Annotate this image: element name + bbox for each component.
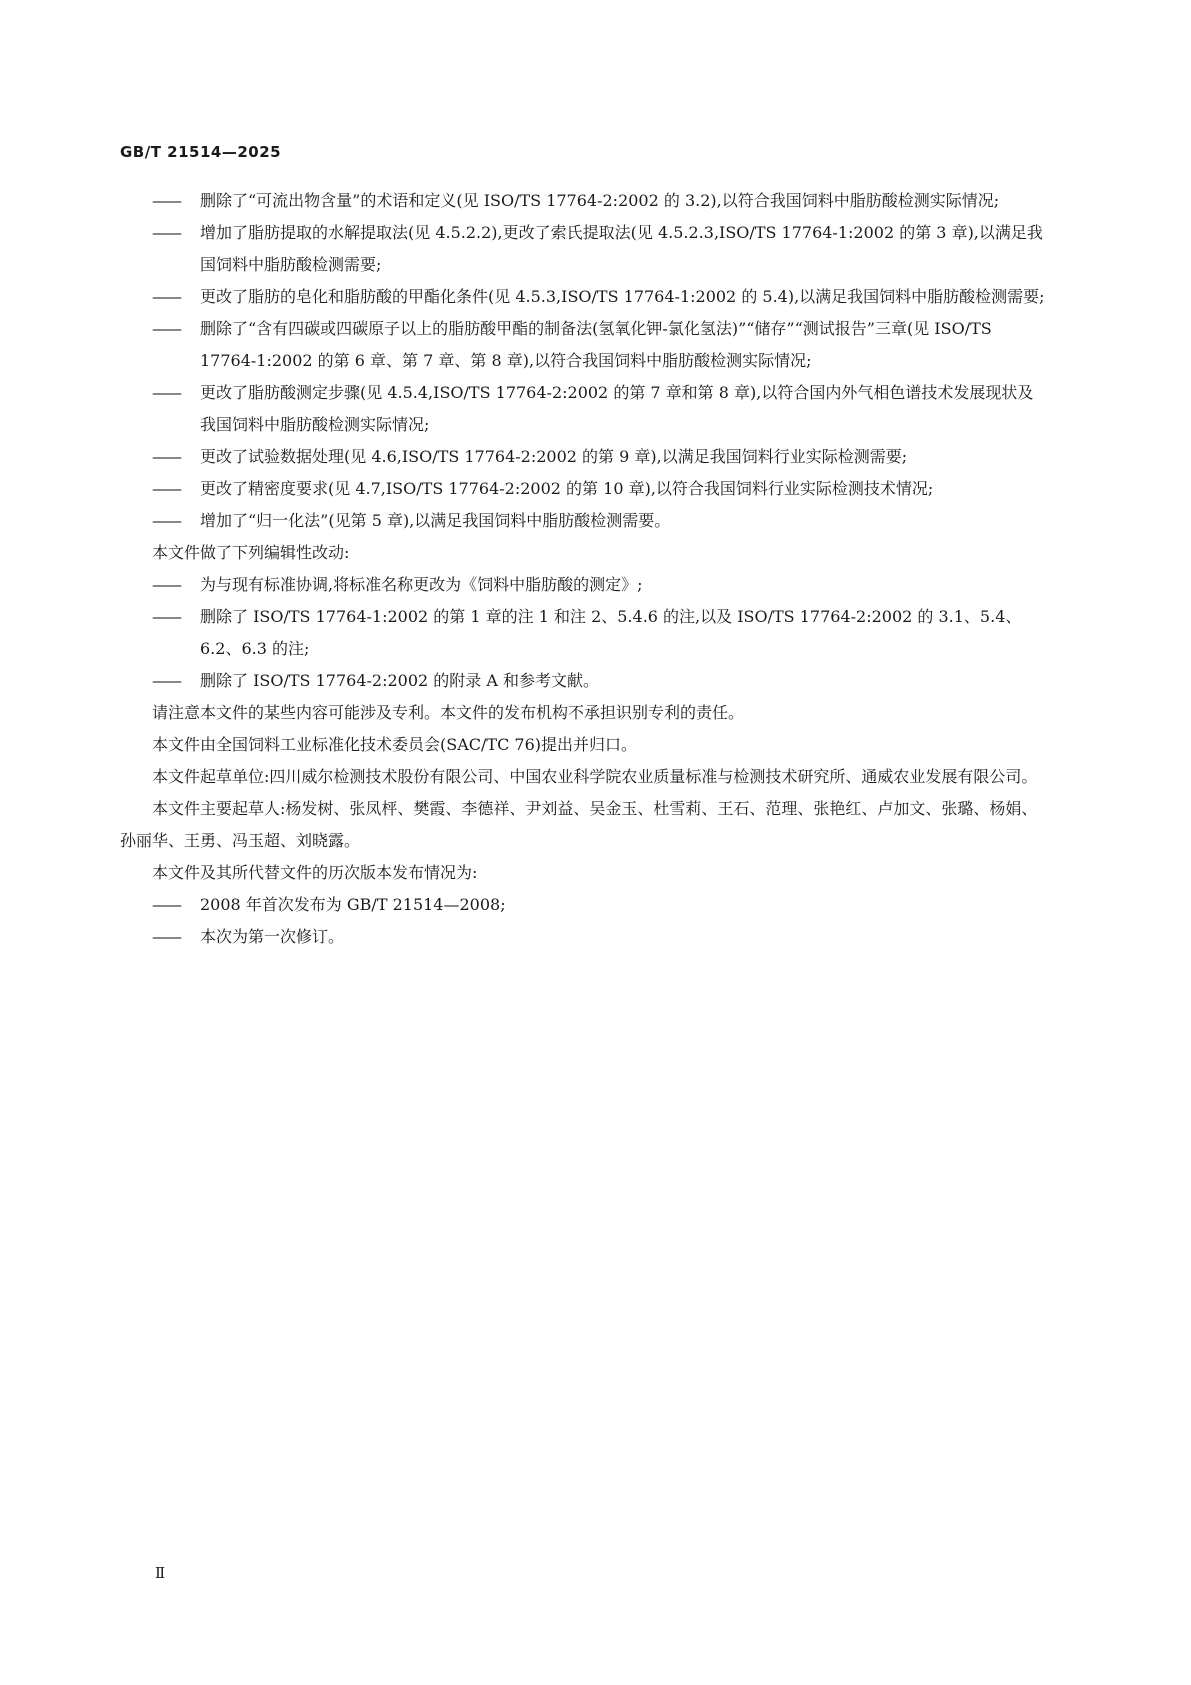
editorial-change-text: 为与现有标准协调,将标准名称更改为《饲料中脂肪酸的测定》;: [200, 575, 643, 594]
drafting-units: 本文件起草单位:四川威尔检测技术股份有限公司、中国农业科学院农业质量标准与检测技术研究所、通威农业发展有限公司。: [152, 767, 1038, 786]
editorial-intro: 本文件做了下列编辑性改动:: [152, 543, 350, 562]
history-intro: 本文件及其所代替文件的历次版本发布情况为:: [152, 863, 478, 882]
dash-marker: ——: [152, 319, 180, 338]
change-item: [152, 505, 1046, 537]
history-text: 本次为第一次修订。: [200, 927, 345, 946]
history-item: [152, 889, 1046, 921]
change-item: [152, 281, 1046, 313]
change-item: [152, 185, 1046, 217]
editorial-change-text: 删除了 ISO/TS 17764-2:2002 的附录 A 和参考文献。: [200, 671, 600, 690]
drafters: 本文件主要起草人:杨发树、张凤枰、樊霞、李德祥、尹刘益、吴金玉、杜雪莉、王石、范理、张艳红、卢加文、张璐、杨娟、孙丽华、王勇、冯玉超、刘晓露。: [120, 799, 1038, 850]
dash-marker: ——: [152, 671, 180, 690]
change-item: [152, 217, 1046, 281]
change-text: 更改了脂肪酸测定步骤(见 4.5.4,ISO/TS 17764-2:2002 的第 7 章和第 8 章),以符合国内外气相色谱技术发展现状及我国饲料中脂肪酸检测实际情况;: [200, 383, 1034, 434]
change-text: 更改了试验数据处理(见 4.6,ISO/TS 17764-2:2002 的第 9 章),以满足我国饲料行业实际检测需要;: [200, 447, 908, 466]
page-number: Ⅱ: [155, 1564, 166, 1582]
change-text: 增加了脂肪提取的水解提取法(见 4.5.2.2),更改了索氏提取法(见 4.5.2.3,ISO/TS 17764-1:2002 的第 3 章),以满足我国饲料中脂肪酸检测需要;: [200, 223, 1043, 274]
dash-marker: ——: [152, 479, 180, 498]
patent-notice: 请注意本文件的某些内容可能涉及专利。本文件的发布机构不承担识别专利的责任。: [152, 703, 745, 722]
dash-marker: ——: [152, 895, 180, 914]
editorial-change-item: [152, 569, 1046, 601]
dash-marker: ——: [152, 511, 180, 530]
editorial-change-item: [152, 601, 1046, 665]
change-text: 增加了“归一化法”(见第 5 章),以满足我国饲料中脂肪酸检测需要。: [200, 511, 671, 530]
history-item: [152, 921, 1046, 953]
change-item: [152, 377, 1046, 441]
change-item: [152, 441, 1046, 473]
dash-marker: ——: [152, 223, 180, 242]
change-text: 更改了精密度要求(见 4.7,ISO/TS 17764-2:2002 的第 10 章),以符合我国饲料行业实际检测技术情况;: [200, 479, 934, 498]
dash-marker: ——: [152, 191, 180, 210]
foreword-body: [120, 185, 1046, 953]
editorial-change-text: 删除了 ISO/TS 17764-1:2002 的第 1 章的注 1 和注 2、5.4.6 的注,以及 ISO/TS 17764-2:2002 的 3.1、5.4、6.2、6.3 的注;: [200, 607, 1022, 658]
change-text: 删除了“可流出物含量”的术语和定义(见 ISO/TS 17764-2:2002 的 3.2),以符合我国饲料中脂肪酸检测实际情况;: [200, 191, 1000, 210]
dash-marker: ——: [152, 383, 180, 402]
change-item: [152, 313, 1046, 377]
change-text: 更改了脂肪的皂化和脂肪酸的甲酯化条件(见 4.5.3,ISO/TS 17764-1:2002 的 5.4),以满足我国饲料中脂肪酸检测需要;: [200, 287, 1045, 306]
dash-marker: ——: [152, 607, 180, 626]
change-item: [152, 473, 1046, 505]
dash-marker: ——: [152, 575, 180, 594]
dash-marker: ——: [152, 447, 180, 466]
proposed-by: 本文件由全国饲料工业标准化技术委员会(SAC/TC 76)提出并归口。: [152, 735, 637, 754]
document-number-header: GB/T 21514—2025: [120, 143, 282, 161]
change-text: 删除了“含有四碳或四碳原子以上的脂肪酸甲酯的制备法(氢氧化钾-氯化氢法)”“储存”“测试报告”三章(见 ISO/TS 17764-1:2002 的第 6 章、第 7 章、第 8 章),以符合我国饲料中脂肪酸检测实际情况;: [200, 319, 992, 370]
dash-marker: ——: [152, 287, 180, 306]
history-text: 2008 年首次发布为 GB/T 21514—2008;: [200, 895, 506, 914]
editorial-change-item: [152, 665, 1046, 697]
dash-marker: ——: [152, 927, 180, 946]
